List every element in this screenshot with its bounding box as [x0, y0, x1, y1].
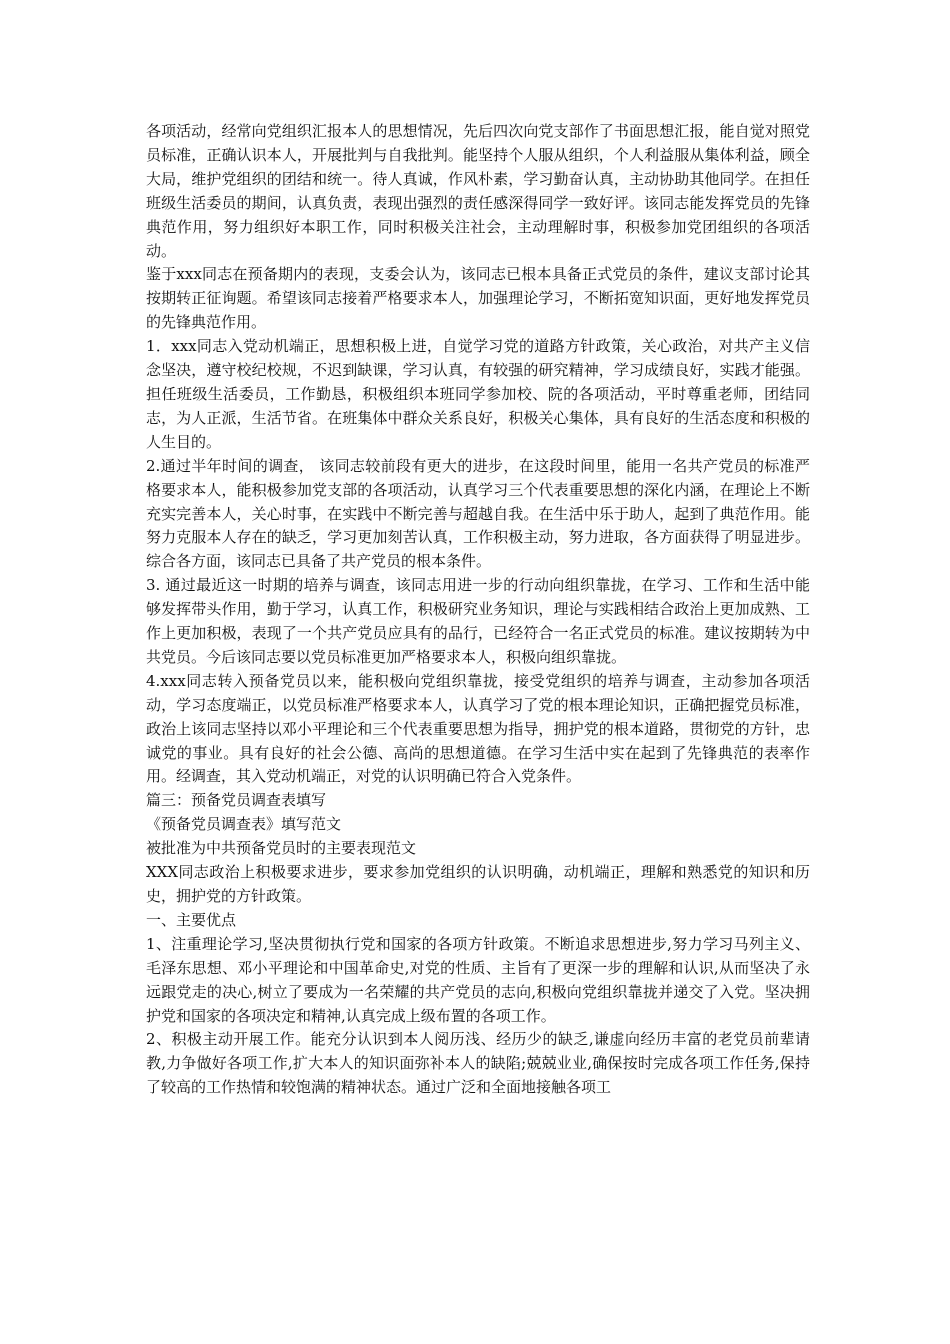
subheading-form-sample: 《预备党员调查表》填写范文	[146, 815, 342, 834]
section-heading-part-three: 篇三：预备党员调查表填写	[146, 791, 327, 810]
paragraph-strength-1: 1、注重理论学习,坚决贯彻执行党和国家的各项方针政策。不断追求思想进步,努力学习马列主义、毛泽东思想、邓小平理论和中国革命史,对党的性质、主旨有了更深一步的理解和认识,从而坚决了永远跟党走的决心,树立了要成为一名荣耀的共产党员的志向,积极向党组织靠拢并递交了入党。坚决拥护党和国家的各项决定和精神,认真完成上级布置的各项工作。	[146, 934, 810, 1025]
paragraph-political-summary: XXX同志政治上积极要求进步，要求参加党组织的认识明确，动机端正，理解和熟悉党的知识和历史，拥护党的方针政策。	[146, 863, 810, 905]
paragraph-item-4: 4.xxx同志转入预备党员以来，能积极向党组织靠拢，接受党组织的培养与调查，主动参加各项活动，学习态度端正，以党员标准严格要求本人，认真学习了党的根本理论知识，正确把握党员标准， 政治上该同志坚持以邓小平理论和三个代表重要思想为指导，拥护党的根本道路，贯彻党的方针，忠诚党的事业。具有良好的社会公德、高尚的思想道德。在学习生活中实在起到了先锋典范的表率作用。经调查，其入党动机端正，对党的认识明确已符合入党条件。	[146, 671, 810, 786]
paragraph-item-3: 3. 通过最近这一时期的培养与调查，该同志用进一步的行动向组织靠拢，在学习、工作和生活中能够发挥带头作用，勤于学习，认真工作，积极研究业务知识，理论与实践相结合政治上更加成熟、工作上更加积极，表现了一个共产党员应具有的品行，已经符合一名正式党员的标准。建议按期转为中共党员。今后该同志要以党员标准更加严格要求本人，积极向组织靠拢。	[146, 576, 810, 666]
paragraph-item-2: 2.通过半年时间的调查， 该同志较前段有更大的进步，在这段时间里，能用一名共产党员的标准严格要求本人，能积极参加党支部的各项活动，认真学习三个代表重要思想的深化内涵，在理论上不断充实完善本人，关心时事，在实践中不断完善与超越自我。在生活中乐于助人，起到了典范作用。能努力克服本人存在的缺乏，学习更加刻苦认真，工作积极主动，努力进取，各方面获得了明显进步。综合各方面，该同志已具备了共产党员的根本条件。	[146, 456, 810, 571]
subheading-performance-sample: 被批准为中共预备党员时的主要表现范文	[146, 839, 417, 858]
paragraph-item-1: 1．xxx同志入党动机端正，思想积极上进，自觉学习党的道路方针政策，关心政治，对共产主义信念坚决，遵守校纪校规，不迟到缺课，学习认真，有较强的研究精神，学习成绩良好，实践才能强。担任班级生活委员，工作勤恳，积极组织本班同学参加校、院的各项活动，平时尊重老师，团结同志，为人正派，生活节省。在班集体中群众关系良好，积极关心集体，具有良好的生活态度和积极的人生目的。	[146, 337, 810, 451]
paragraph-party-activities: 各项活动，经常向党组织汇报本人的思想情况，先后四次向党支部作了书面思想汇报，能自觉对照党员标准，正确认识本人，开展批判与自我批判。能坚持个人服从组织，个人利益服从集体利益，顾全大局，维护党组织的团结和统一。待人真诚，作风朴素，学习勤奋认真，主动协助其他同学。在担任班级生活委员的期间，认真负责，表现出强烈的责任感深得同学一致好评。该同志能发挥党员的先锋典范作用，努力组织好本职工作，同时积极关注社会，主动理解时事，积极参加党团组织的各项活动。	[146, 122, 810, 260]
document-body	[146, 120, 810, 1100]
paragraph-committee-opinion: 鉴于xxx同志在预备期内的表现，支委会认为，该同志已根本具备正式党员的条件，建议支部讨论其按期转正征询题。希望该同志接着严格要求本人，加强理论学习，不断拓宽知识面，更好地发挥党员的先锋典范作用。	[146, 265, 810, 332]
heading-main-strengths: 一、主要优点	[146, 910, 237, 929]
paragraph-strength-2: 2、积极主动开展工作。能充分认识到本人阅历浅、经历少的缺乏,谦虚向经历丰富的老党员前辈请教,力争做好各项工作,扩大本人的知识面弥补本人的缺陷;兢兢业业,确保按时完成各项工作任务,保持了较高的工作热情和较饱满的精神状态。通过广泛和全面地接触各项工	[146, 1030, 810, 1097]
